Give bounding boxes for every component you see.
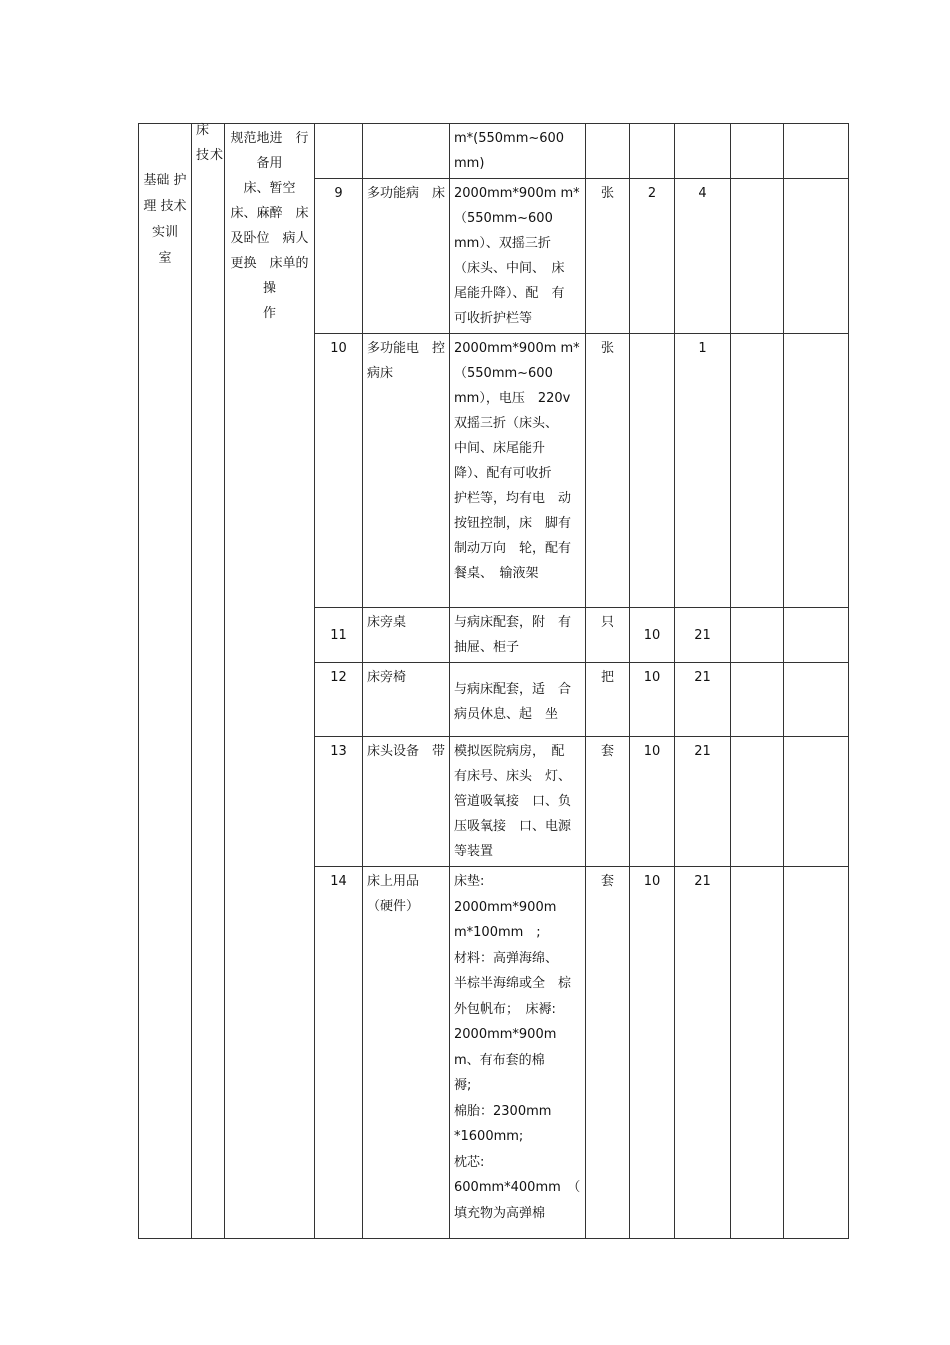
equipment-table xyxy=(138,123,849,1239)
spec-line: 材料：高弹海绵、 xyxy=(454,950,559,966)
row-number: 14 xyxy=(315,867,363,1239)
spec-line: m、有布套的棉 xyxy=(454,1052,545,1068)
item-name: 床上用品 （硬件） xyxy=(363,867,450,1239)
empty-cell xyxy=(731,663,784,737)
item-unit: 张 xyxy=(586,334,630,608)
empty-cell xyxy=(731,179,784,334)
empty-cell xyxy=(784,124,849,179)
item-spec xyxy=(450,608,586,663)
task-line: 备用 xyxy=(256,156,283,171)
row-number xyxy=(315,124,363,179)
item-qty-a: 10 xyxy=(630,737,675,867)
spec-line: 2000mm*900m xyxy=(454,899,557,915)
spec-line: mm）、双摇三折 xyxy=(454,236,551,251)
item-spec xyxy=(450,179,586,334)
spec-line: （550mm~600 xyxy=(454,211,553,226)
spec-line: 褥; xyxy=(454,1078,472,1093)
item-unit: 把 xyxy=(586,663,630,737)
item-spec xyxy=(450,867,586,1239)
spec-line: 制动万向 轮，配有 xyxy=(454,541,572,556)
room-line: 室 xyxy=(158,251,172,266)
item-unit: 张 xyxy=(586,179,630,334)
spec-line: *1600mm; xyxy=(454,1129,524,1144)
row-number: 11 xyxy=(315,608,363,663)
empty-cell xyxy=(784,867,849,1239)
spec-line: 病员休息、起 坐 xyxy=(454,707,559,722)
spec-line: 外包帆布； 床褥: xyxy=(454,1001,556,1017)
empty-cell xyxy=(784,179,849,334)
item-qty-b: 1 xyxy=(675,334,731,608)
spec-line: 与病床配套，附 有 xyxy=(454,615,572,630)
empty-cell xyxy=(731,124,784,179)
room-cell xyxy=(139,124,192,1239)
item-spec xyxy=(450,334,586,608)
spec-line: 抽屉、柜子 xyxy=(454,640,520,655)
item-unit: 只 xyxy=(586,608,630,663)
empty-cell xyxy=(784,663,849,737)
empty-cell xyxy=(784,608,849,663)
spec-line: 尾能升降）、配 有 xyxy=(454,286,565,301)
spec-line: 有床号、床头 灯、 xyxy=(454,769,572,784)
item-qty-a: 10 xyxy=(630,663,675,737)
spec-line: 填充物为高弹棉 xyxy=(454,1205,546,1221)
task-line: 规范地进 行 xyxy=(230,131,309,146)
item-qty-a xyxy=(630,334,675,608)
item-name: 床头设备 带 xyxy=(363,737,450,867)
item-qty-a xyxy=(630,124,675,179)
item-spec xyxy=(450,124,586,179)
spec-line: 与病床配套，适 合 xyxy=(454,682,572,697)
spec-line: mm），电压 220v xyxy=(454,391,571,406)
spec-line: 按钮控制，床 脚有 xyxy=(454,516,572,531)
spec-line: 2000mm*900m m* xyxy=(454,341,580,356)
empty-cell xyxy=(784,737,849,867)
spec-line: 等装置 xyxy=(454,844,494,859)
row-number: 13 xyxy=(315,737,363,867)
category-cell xyxy=(192,124,225,1239)
item-unit xyxy=(586,124,630,179)
item-name: 床旁椅 xyxy=(363,663,450,737)
spec-line: （550mm~600 xyxy=(454,366,553,381)
task-line: 床、麻醉 床 xyxy=(230,206,309,221)
empty-cell xyxy=(731,334,784,608)
item-unit: 套 xyxy=(586,737,630,867)
spec-line: 双摇三折（床头、 xyxy=(454,416,559,431)
item-spec xyxy=(450,737,586,867)
spec-line: 枕芯: xyxy=(454,1154,485,1170)
empty-cell xyxy=(731,867,784,1239)
item-name: 多功能电 控病床 xyxy=(363,334,450,608)
row-number: 9 xyxy=(315,179,363,334)
item-qty-b: 21 xyxy=(675,737,731,867)
spec-line: 可收折护栏等 xyxy=(454,311,533,326)
empty-cell xyxy=(731,608,784,663)
task-cell xyxy=(225,124,315,1239)
spec-line: mm) xyxy=(454,156,485,171)
task-line: 操 xyxy=(262,281,276,296)
spec-line: 半棕半海绵或全 棕 xyxy=(454,976,572,991)
spec-line: 600mm*400mm （ xyxy=(454,1180,581,1195)
task-line: 及卧位 病人 xyxy=(230,231,309,246)
empty-cell xyxy=(784,334,849,608)
spec-line: 压吸氧接 口、电源 xyxy=(454,819,572,834)
category-line: 术 xyxy=(210,148,224,163)
task-line: 作 xyxy=(262,306,276,321)
item-qty-b: 21 xyxy=(675,867,731,1239)
spec-line: 降）、配有可收折 xyxy=(454,466,552,481)
category-line: 技 xyxy=(196,148,210,163)
spec-line: 管道吸氧接 口、负 xyxy=(454,794,572,809)
item-qty-b: 21 xyxy=(675,663,731,737)
task-line: 床、暂空 xyxy=(243,181,296,196)
spec-line: 2000mm*900m m* xyxy=(454,186,580,201)
spec-line: 模拟医院病房， 配 xyxy=(454,744,565,759)
item-qty-a: 2 xyxy=(630,179,675,334)
item-name xyxy=(363,124,450,179)
item-qty-b: 4 xyxy=(675,179,731,334)
item-qty-b: 21 xyxy=(675,608,731,663)
item-name: 多功能病 床 xyxy=(363,179,450,334)
item-unit: 套 xyxy=(586,867,630,1239)
category-line: 床 xyxy=(196,123,210,138)
spec-line: 中间、床尾能升 xyxy=(454,441,546,456)
spec-line: m*(550mm~600 xyxy=(454,131,565,146)
row-number: 12 xyxy=(315,663,363,737)
spec-line: 餐桌、 输液架 xyxy=(454,566,539,581)
spec-line: （床头、中间、 床 xyxy=(454,261,565,276)
room-line: 基础 护 xyxy=(143,173,187,188)
room-line: 实训 xyxy=(151,225,178,240)
item-qty-b xyxy=(675,124,731,179)
room-line: 理 技术 xyxy=(143,199,187,214)
spec-line: m*100mm ; xyxy=(454,925,541,940)
table-row xyxy=(139,124,849,179)
item-name: 床旁桌 xyxy=(363,608,450,663)
item-qty-a: 10 xyxy=(630,867,675,1239)
item-spec xyxy=(450,663,586,737)
row-number: 10 xyxy=(315,334,363,608)
item-qty-a: 10 xyxy=(630,608,675,663)
spec-line: 2000mm*900m xyxy=(454,1027,557,1042)
spec-line: 护栏等，均有电 动 xyxy=(454,491,572,506)
spec-line: 棉胎：2300mm xyxy=(454,1103,552,1119)
spec-line: 床垫: xyxy=(454,874,485,889)
task-line: 更换 床单的 xyxy=(230,256,309,271)
empty-cell xyxy=(731,737,784,867)
